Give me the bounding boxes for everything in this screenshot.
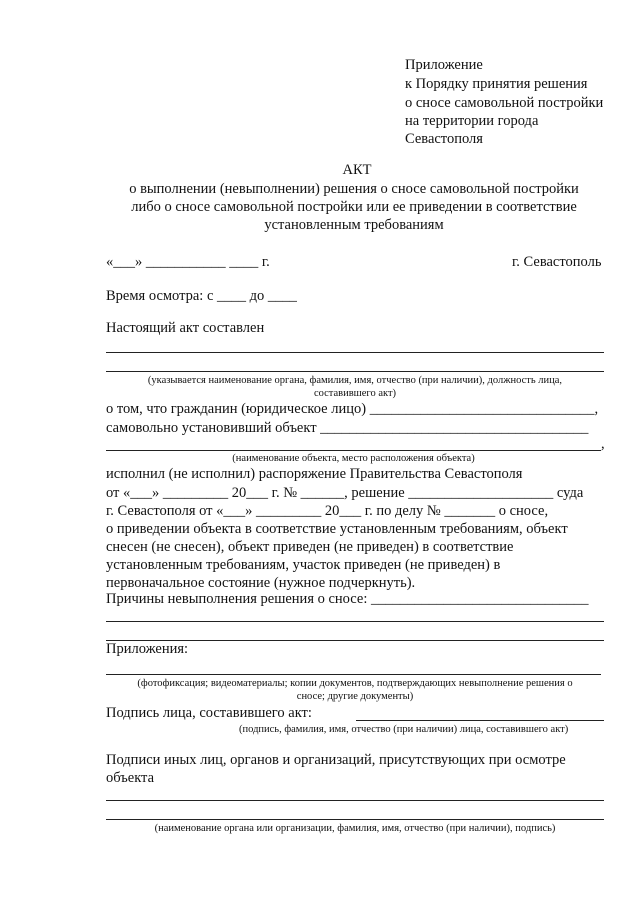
appendix-line-1: Приложение bbox=[405, 57, 483, 73]
inspection-time-field[interactable]: Время осмотра: с ____ до ____ bbox=[106, 288, 297, 304]
appendix-line-2: к Порядку принятия решения bbox=[405, 76, 588, 92]
compiled-by-caption-1: (указывается наименование органа, фамилия, имя, отчество (при наличии), должность лица, bbox=[147, 375, 563, 386]
body-line-5: снесен (не снесен), объект приведен (не приведен) в соответствие bbox=[106, 539, 514, 555]
appendix-line-3: о сносе самовольной постройки bbox=[405, 95, 604, 111]
body-line-2[interactable]: от «___» _________ 20___ г. № ______, решение ____________________ суда bbox=[106, 485, 584, 501]
compiled-by-line-2[interactable] bbox=[106, 371, 604, 372]
body-line-1: исполнил (не исполнил) распоряжение Правительства Севастополя bbox=[106, 466, 523, 482]
compiled-by-label: Настоящий акт составлен bbox=[106, 320, 265, 336]
date-field[interactable]: «___» ___________ ____ г. bbox=[106, 254, 270, 270]
other-signatures-caption: (наименование органа или организации, фамилия, имя, отчество (при наличии), подпись) bbox=[154, 823, 556, 834]
object-name-line[interactable] bbox=[106, 450, 601, 451]
compiled-by-caption-2: составившего акт) bbox=[313, 388, 397, 399]
body-line-7: первоначальное состояние (нужное подчеркнуть). bbox=[106, 575, 416, 591]
attachments-caption-2: сносе; другие документы) bbox=[296, 691, 414, 702]
object-name-comma: , bbox=[601, 436, 605, 452]
appendix-line-5: Севастополя bbox=[405, 131, 483, 147]
citizen-line-1[interactable]: о том, что гражданин (юридическое лицо) _______________________________, bbox=[106, 401, 599, 417]
attachments-line[interactable] bbox=[106, 674, 601, 675]
body-line-3[interactable]: г. Севастополя от «___» _________ 20___ г. по делу № _______ о сносе, bbox=[106, 503, 549, 519]
other-signatures-line-2: объекта bbox=[106, 770, 155, 786]
other-signatures-line-b[interactable] bbox=[106, 819, 604, 820]
city-label: г. Севастополь bbox=[512, 254, 602, 270]
body-line-4: о приведении объекта в соответствие установленным требованиям, объект bbox=[106, 521, 568, 537]
appendix-line-4: на территории города bbox=[405, 113, 539, 129]
signature-label: Подпись лица, составившего акт: bbox=[106, 705, 312, 721]
attachments-label: Приложения: bbox=[106, 641, 189, 657]
citizen-line-2[interactable]: самовольно установивший объект _____________________________________ bbox=[106, 420, 589, 436]
title-line-3: установленным требованиям bbox=[264, 217, 444, 233]
object-caption: (наименование объекта, место расположения объекта) bbox=[232, 453, 475, 464]
signature-caption: (подпись, фамилия, имя, отчество (при наличии) лица, составившего акт) bbox=[239, 724, 569, 735]
title-line-1: о выполнении (невыполнении) решения о сносе самовольной постройки bbox=[129, 181, 579, 197]
attachments-caption-1: (фотофиксация; видеоматериалы; копии документов, подтверждающих невыполнение решения о bbox=[137, 678, 573, 689]
body-line-6: установленным требованиям, участок приведен (не приведен) в bbox=[106, 557, 501, 573]
compiled-by-line-1[interactable] bbox=[106, 352, 604, 353]
title-line-2: либо о сносе самовольной постройки или ее приведении в соответствие bbox=[131, 199, 577, 215]
reasons-line-1[interactable] bbox=[106, 621, 604, 622]
title-heading: АКТ bbox=[342, 162, 372, 178]
signature-line[interactable] bbox=[356, 720, 604, 721]
other-signatures-line-a[interactable] bbox=[106, 800, 604, 801]
other-signatures-line-1: Подписи иных лиц, органов и организаций, присутствующих при осмотре bbox=[106, 752, 566, 768]
reasons-label[interactable]: Причины невыполнения решения о сносе: ______________________________ bbox=[106, 591, 589, 607]
